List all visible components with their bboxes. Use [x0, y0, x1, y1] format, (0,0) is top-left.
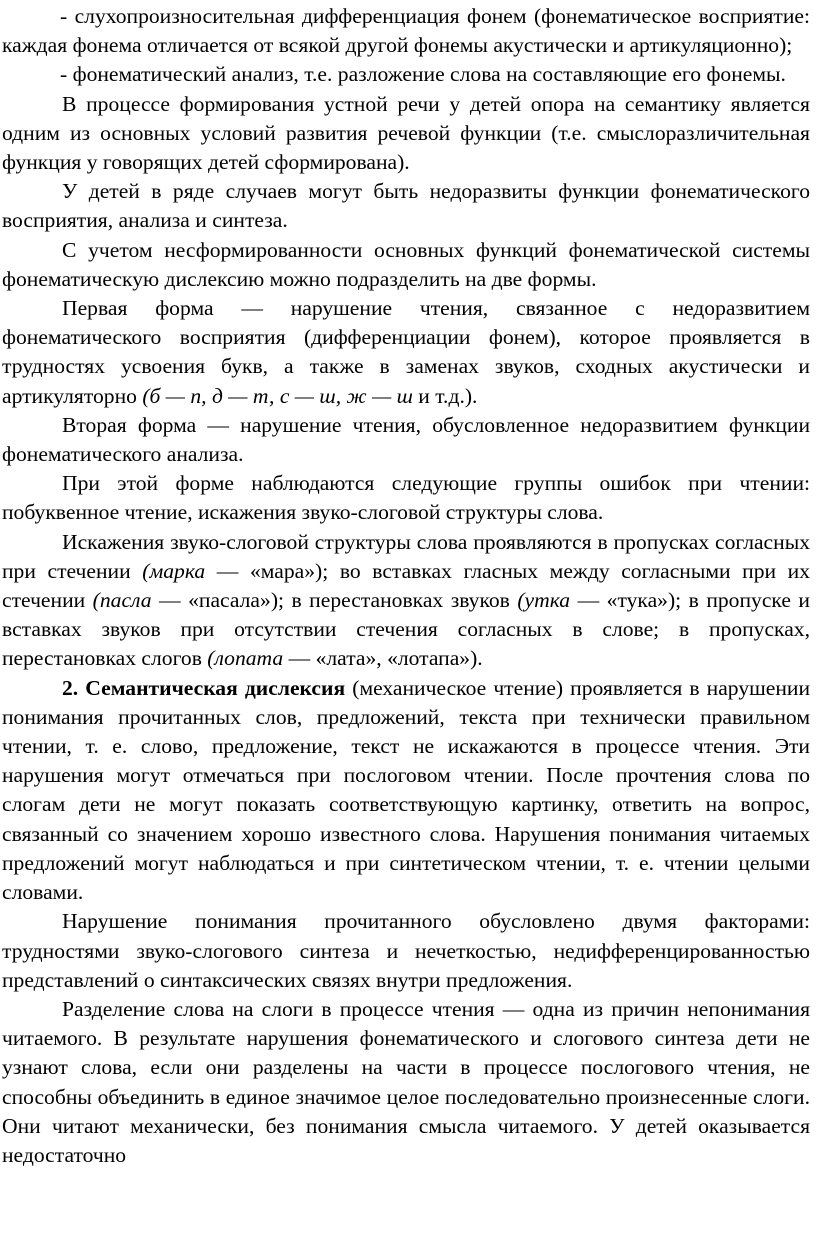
paragraph-first-form: Первая форма — нарушение чтения, связанное с недоразвитием фонематического восприятия (дифференциации фонем), которое проявляется в трудностях усвоения букв, а также в заменах звуков, сходных акустически и артикуляторно (б — п, д — т, с — ш, ж — ш и т.д.).: [2, 296, 810, 408]
section-heading-semantic-dyslexia: 2. Семантическая дислексия: [62, 675, 346, 700]
paragraph-two-factors: Нарушение понимания прочитанного обусловлено двумя факторами: трудностями звуко-слогового синтеза и нечеткостью, недифференцированностью представлений о синтаксических связях внутри предложения.: [2, 909, 810, 992]
paragraph-syllable-division: Разделение слова на слоги в процессе чтения — одна из причин непонимания читаемого. В результате нарушения фонематического и слогового синтеза дети не узнают слова, если они разделены на части в процессе послогового чтения, не способны объединить в единое значимое целое последовательно произнесенные слоги. Они читают механически, без понимания смысла читаемого. У детей оказывается недостаточно: [2, 996, 810, 1167]
paragraph-two-forms: С учетом несформированности основных функций фонематической системы фонематическую дислексию можно подразделить на две формы.: [2, 237, 810, 291]
paragraph-semantics: В процессе формирования устной речи у детей опора на семантику является одним из основных условий развития речевой функции (т.е. смыслоразличительная функция у говорящих детей сформирована).: [2, 91, 810, 175]
italic-example-utka: (утка: [517, 588, 571, 613]
paragraph-second-form: Вторая форма — нарушение чтения, обусловленное недоразвитием функции фонематического анализа.: [2, 412, 810, 467]
paragraph-distortions: Искажения звуко-слоговой структуры слова проявляются в пропусках согласных при стечении (марка — «мара»); во вставках гласных между согласными при их стечении (пасла — «пасала»); в перестановках звуков (утка — «тука»); в пропуске и вставках звуков при отсутствии стечения согласных в слове; в пропусках, перестановках слогов (лопата — «лата», «лотапа»).: [2, 529, 810, 671]
paragraph-semantic-dyslexia: 2. Семантическая дислексия (механическое чтение) проявляется в нарушении понимания прочитанных слов, предложений, текста при технически правильном чтении, т. е. слово, предложение, текст не искажаются в процессе чтения. Эти нарушения могут отмечаться при послоговом чтении. После прочтения слова по слогам дети не могут показать соответствующую картинку, ответить на вопрос, связанный со значением хорошо известного слова. Нарушения понимания читаемых предложений могут наблюдаться и при синтетическом чтении, т. е. чтении целыми словами.: [2, 675, 810, 905]
italic-example-pasla: (пасла: [92, 588, 152, 613]
paragraph-underdeveloped-functions: У детей в ряде случаев могут быть недоразвиты функции фонематического восприятия, анализа и синтеза.: [2, 179, 810, 233]
paragraph-error-groups: При этой форме наблюдаются следующие группы ошибок при чтении: побуквенное чтение, искажения звуко-слоговой структуры слова.: [2, 471, 810, 525]
italic-example-marka: (марка: [142, 558, 206, 583]
paragraph-list-item-phonemic-analysis: - фонематический анализ, т.е. разложение слова на составляющие его фонемы.: [60, 62, 786, 87]
paragraph-list-item-phoneme-differentiation: - слухопроизносительная дифференциация фонем (фонематическое восприятие: каждая фонема отличается от всякой другой фонемы акустически и артикуляционно);: [2, 4, 810, 58]
italic-examples: (б — п, д — т, с — ш, ж — ш: [142, 383, 413, 408]
italic-example-lopata: (лопата: [207, 646, 284, 671]
